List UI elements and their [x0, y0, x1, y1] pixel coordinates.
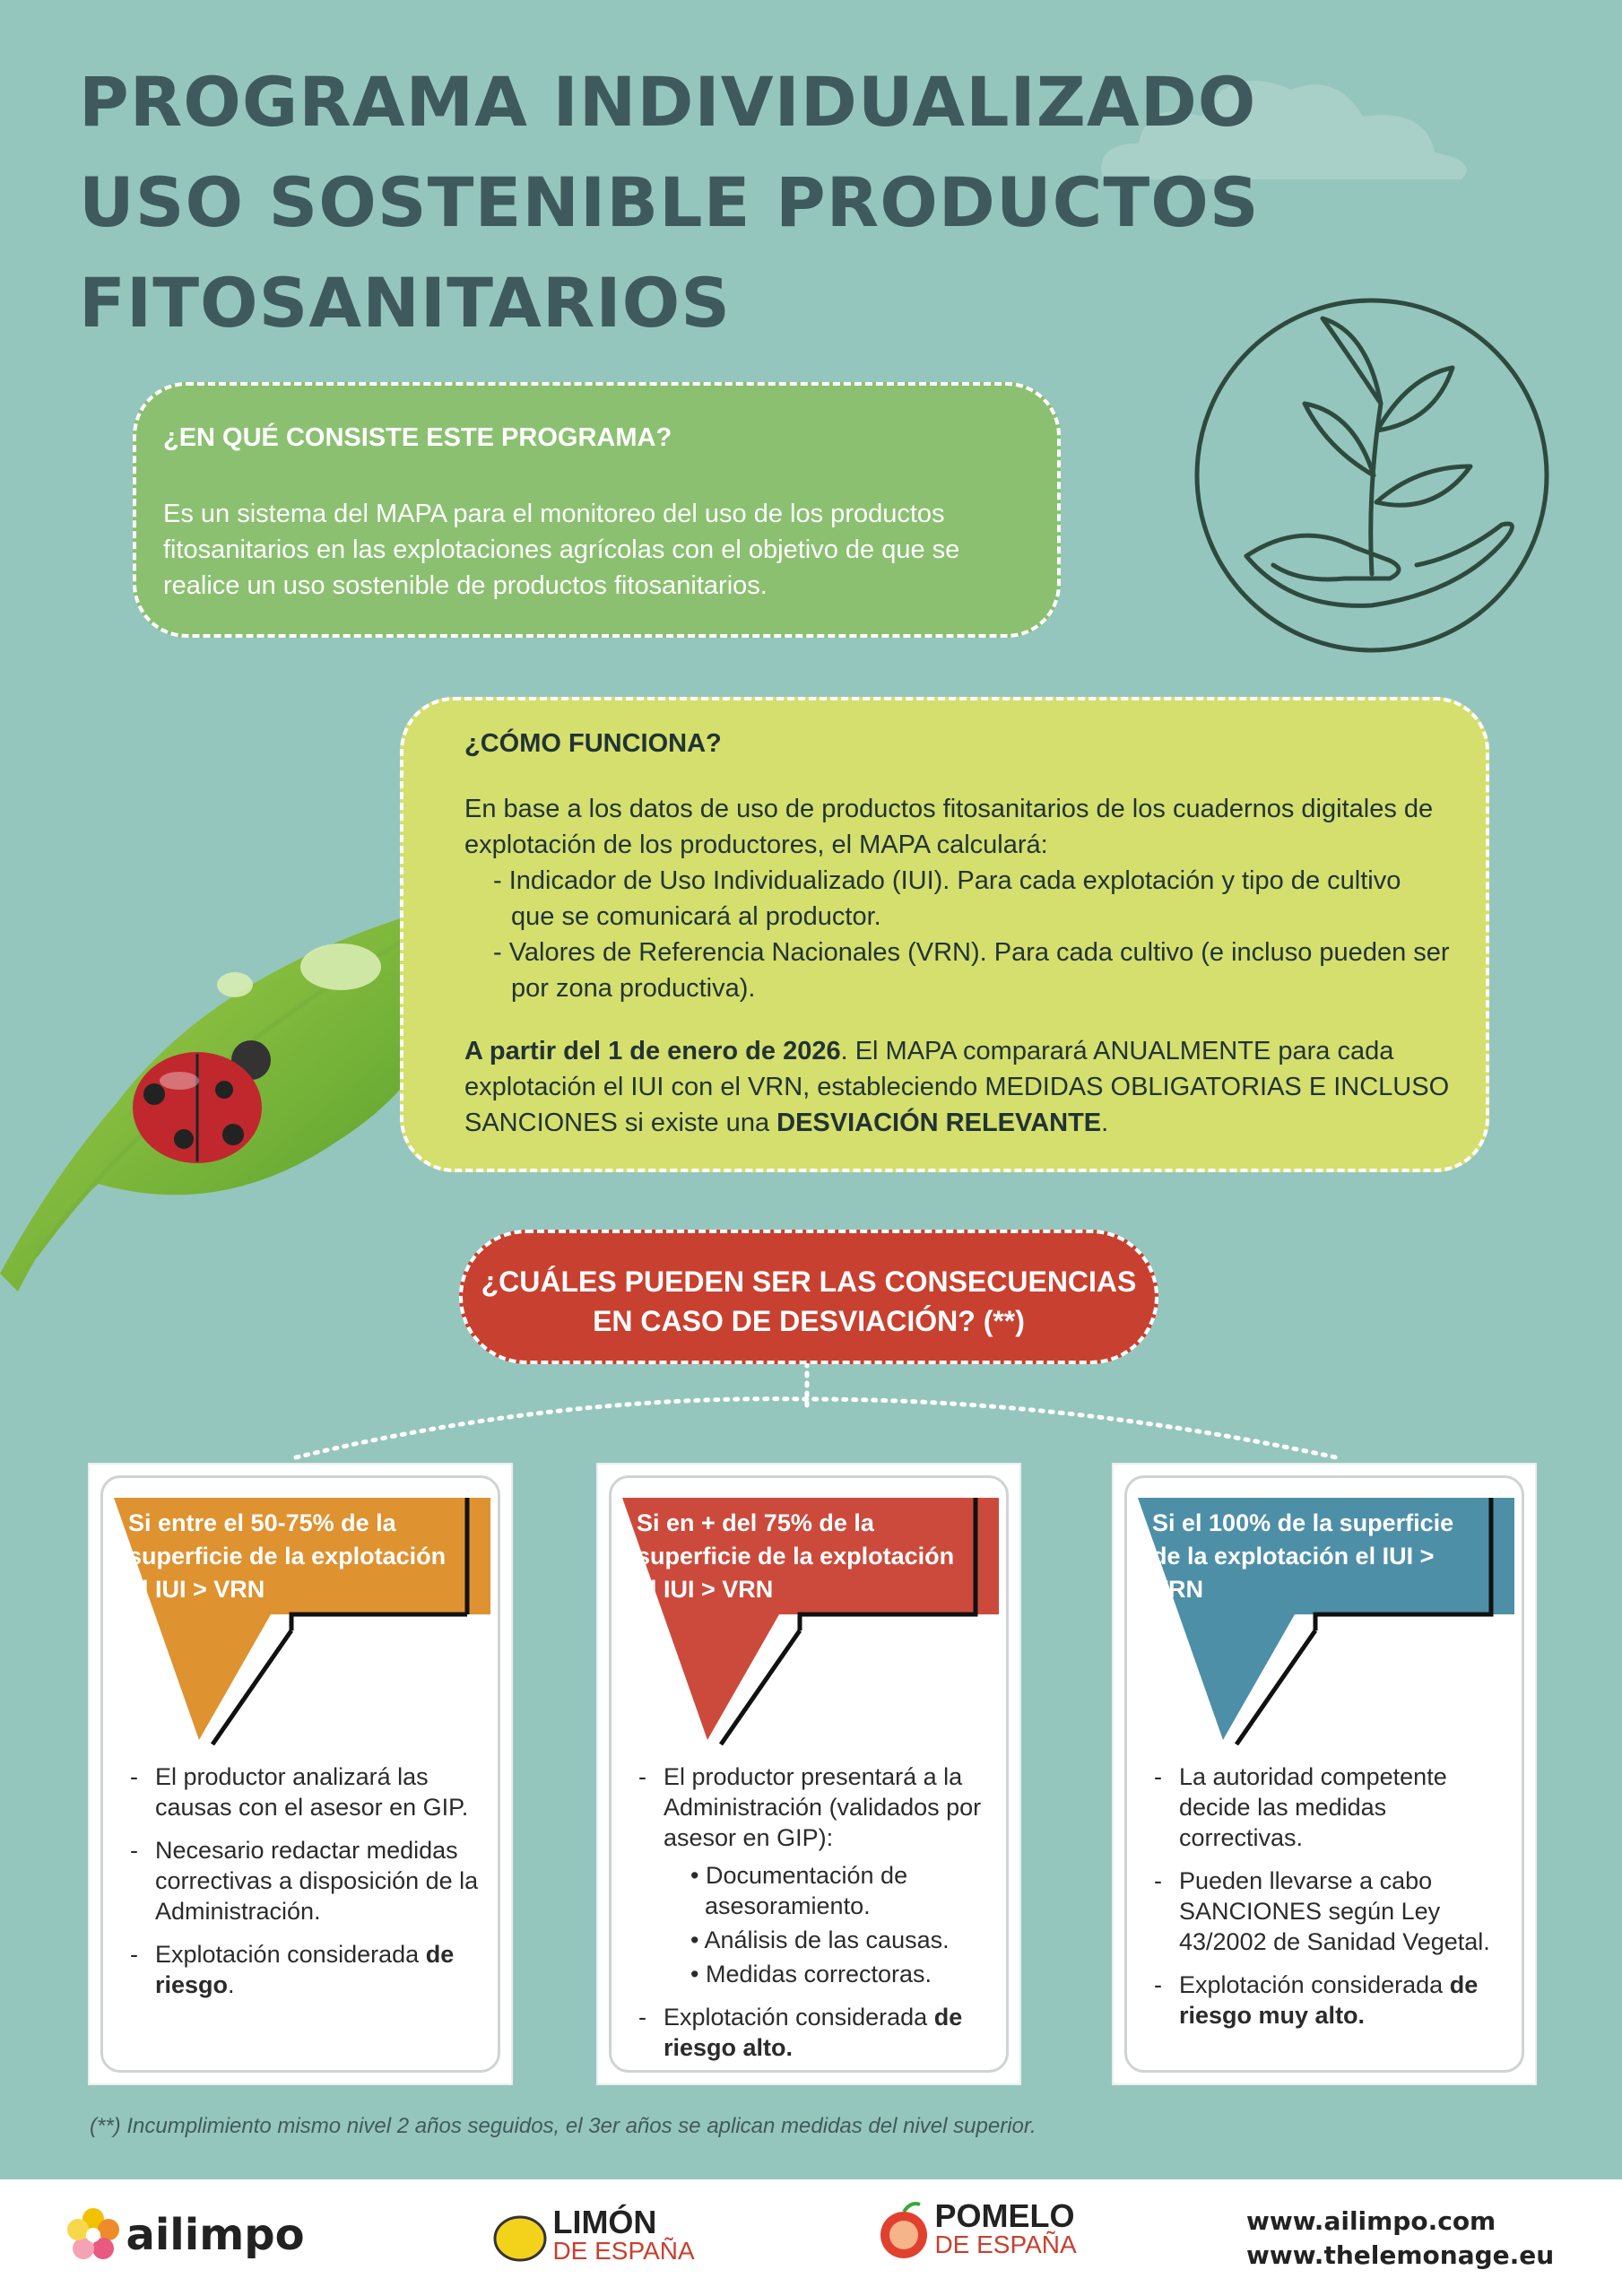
- list-item: - Necesario redactar medidas correctivas a disposición de la Administración.: [130, 1837, 479, 1925]
- card-heading-line: superficie de la explotación: [128, 1543, 447, 1570]
- ailimpo-logo: [65, 2206, 305, 2264]
- card-inner: [1124, 1475, 1524, 2073]
- consequence-card-1: [90, 1465, 511, 2083]
- card-heading-line: Si el 100% de la superficie: [1152, 1509, 1454, 1536]
- consecuencias-line: EN CASO DE DESVIACIÓN? (**): [593, 1305, 1025, 1337]
- item-text: Explotación considerada: [664, 2004, 934, 2031]
- consequence-card-2: [598, 1465, 1019, 2083]
- date-text: A partir del 1 de enero de 2026: [464, 1037, 841, 1065]
- title-line: FITOSANITARIOS: [79, 263, 731, 343]
- sub-item: • Documentación de asesoramiento.: [690, 1862, 908, 1919]
- limon-subtitle: DE ESPAÑA: [552, 2237, 695, 2265]
- card-heading-line: superficie de la explotación: [637, 1543, 955, 1570]
- list-item: - Explotación considerada de riesgo.: [130, 1941, 455, 1998]
- item-text: Necesario redactar medidas correctivas a disposición de la Administración.: [155, 1837, 479, 1925]
- footer-links: [1246, 2205, 1554, 2273]
- item-text: Explotación considerada: [155, 1941, 426, 1968]
- url-link[interactable]: www.ailimpo.com: [1246, 2206, 1496, 2236]
- card-heading: [128, 1507, 478, 1606]
- dotted-connectors: [0, 1363, 1622, 1471]
- ailimpo-text: ailimpo: [126, 2210, 305, 2260]
- lemon-icon: [491, 2210, 549, 2264]
- limon-text: [552, 2204, 695, 2266]
- card-list: [638, 1761, 997, 2075]
- funciona-heading: ¿CÓMO FUNCIONA?: [464, 729, 722, 758]
- plant-in-hand-icon: [1166, 296, 1587, 673]
- final-period: .: [1101, 1109, 1109, 1137]
- item-text: El productor analizará las causas con el asesor en GIP.: [155, 1763, 469, 1821]
- list-item: - Valores de Referencia Nacionales (VRN). Para cada cultivo (e incluso pueden ser por zona productiva).: [493, 938, 1450, 1003]
- card-list: [130, 1761, 489, 2013]
- title-line: USO SOSTENIBLE PRODUCTOS: [79, 162, 1260, 242]
- card-heading-line: el IUI > VRN: [637, 1576, 774, 1603]
- item-end: .: [228, 1971, 235, 1998]
- sub-list: [664, 1860, 997, 1989]
- list-item: - La autoridad competente decide las medidas correctivas.: [1154, 1763, 1447, 1851]
- item-text: El productor presentará a la Administración (validados por asesor en GIP):: [664, 1763, 982, 1851]
- card-list: [1154, 1761, 1513, 2043]
- pomelo-subtitle: DE ESPAÑA: [934, 2231, 1077, 2258]
- consiste-heading: ¿EN QUÉ CONSISTE ESTE PROGRAMA?: [163, 423, 672, 452]
- final-text: . El MAPA comparará ANUALMENTE para cada explotación el IUI con el VRN, estableciendo MEDIDAS OBLIGATORIAS E INCLUSO SANCIONES si existe una: [464, 1037, 1450, 1137]
- card-heading-line: Si entre el 50-75% de la: [128, 1509, 396, 1536]
- card-heading-line: VRN: [1152, 1576, 1204, 1603]
- card-inner: [100, 1475, 500, 2073]
- consequence-card-3: [1114, 1465, 1535, 2083]
- risk-level: de riesgo: [155, 1941, 455, 1998]
- item-text: La autoridad competente decide las medidas correctivas.: [1179, 1763, 1447, 1851]
- pomelo-title: POMELO: [934, 2197, 1075, 2234]
- list-item: - Indicador de Uso Individualizado (IUI). Para cada explotación y tipo de cultivo que se comunicará al productor.: [493, 866, 1401, 931]
- list-item: - El productor analizará las causas con el asesor en GIP.: [130, 1763, 469, 1821]
- consiste-box: [133, 382, 1061, 638]
- list-item: - El productor presentará a la Administración (validados por asesor en GIP): • Documentación de asesoramiento. • Análisis de las causas. • Medidas correctoras.: [638, 1761, 997, 1989]
- card-heading: [637, 1507, 986, 1606]
- list-item: - Explotación considerada de riesgo muy alto.: [1154, 1971, 1479, 2029]
- list-item: - Explotación considerada de riesgo alto.: [638, 2004, 963, 2061]
- risk-level: de riesgo muy alto.: [1179, 1971, 1479, 2029]
- card-heading-line: el IUI > VRN: [128, 1576, 265, 1603]
- consiste-body: Es un sistema del MAPA para el monitoreo del uso de los productos fitosanitarios en las explotaciones agrícolas con el objetivo de que se realice un uso sostenible de productos fitosanitarios.: [163, 500, 960, 600]
- funciona-final: [464, 1033, 1450, 1141]
- card-heading-line: de la explotación el IUI >: [1152, 1543, 1435, 1570]
- consecuencias-heading: [459, 1230, 1158, 1364]
- card-inner: [609, 1475, 1009, 2073]
- limon-logo: [491, 2204, 695, 2266]
- funciona-box: [400, 697, 1489, 1172]
- page-title: [79, 52, 1334, 353]
- funciona-list: [464, 863, 1450, 1006]
- consecuencias-line: ¿CUÁLES PUEDEN SER LAS CONSECUENCIAS: [481, 1265, 1137, 1298]
- url-link[interactable]: www.thelemonage.eu: [1246, 2240, 1555, 2270]
- funciona-intro: En base a los datos de uso de productos fitosanitarios de los cuadernos digitales de explotación de los productores, el MAPA calculará:: [464, 795, 1434, 859]
- risk-level: de riesgo alto.: [664, 2004, 963, 2061]
- desviacion-text: DESVIACIÓN RELEVANTE: [776, 1109, 1102, 1137]
- pomelo-text: [934, 2197, 1077, 2259]
- card-heading-line: Si en + del 75% de la: [637, 1509, 874, 1536]
- pomelo-logo: [877, 2199, 1077, 2262]
- limon-title: LIMÓN: [552, 2204, 657, 2240]
- list-item: - Pueden llevarse a cabo SANCIONES según Ley 43/2002 de Sanidad Vegetal.: [1154, 1867, 1490, 1955]
- sub-item: • Análisis de las causas.: [690, 1926, 950, 1953]
- grapefruit-icon: [877, 2199, 931, 2262]
- sub-item: • Medidas correctoras.: [690, 1961, 932, 1987]
- flower-icon: [65, 2206, 122, 2264]
- title-line: PROGRAMA INDIVIDUALIZADO: [79, 62, 1257, 142]
- footnote: (**) Incumplimiento mismo nivel 2 años seguidos, el 3er años se aplican medidas del nivel superior.: [90, 2114, 1037, 2138]
- card-heading: [1152, 1507, 1502, 1606]
- item-text: Explotación considerada: [1179, 1971, 1450, 1998]
- item-text: Pueden llevarse a cabo SANCIONES según Ley 43/2002 de Sanidad Vegetal.: [1179, 1867, 1490, 1955]
